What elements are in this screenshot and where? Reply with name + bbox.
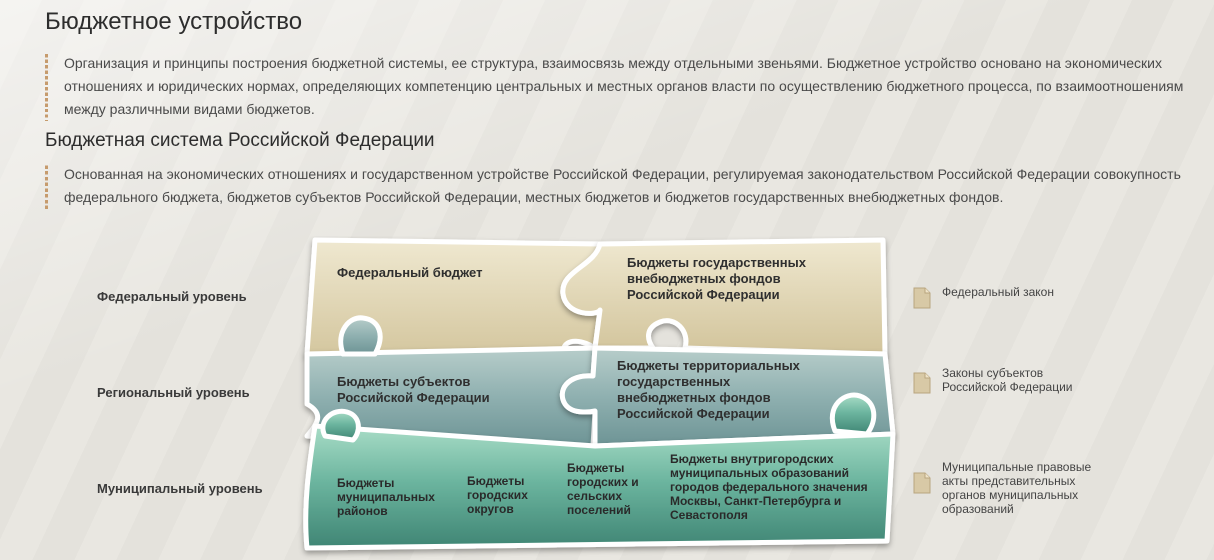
document-icon — [912, 472, 932, 494]
law-regional: Законы субъектов Российской Федерации — [912, 366, 1073, 394]
law-municipal: Муниципальные правовые акты представительных органов муниципальных образований — [912, 460, 1091, 516]
section-text: Основанная на экономических отношениях и государственном устройстве Российской Федерации, регулируемая законодательством Российской Федерации совокупность федерального бюджета, бюджетов субъектов Российской Федерации, местных бюджетов и бюджетов государственных внебюджетных фондов. — [64, 166, 1181, 205]
section-title: Бюджетная система Российской Федерации — [45, 130, 435, 151]
level-regional: Региональный уровень — [97, 385, 250, 400]
intro-text: Организация и принципы построения бюджетной системы, ее структура, взаимосвязь между отдельными звеньями. Бюджетное устройство основано на экономических отношениях и юридических нормах, определяющих компетенцию центральных и местных органов власти по осуществлению бюджетного процесса, по взаимоотношениям между различными видами бюджетов. — [64, 55, 1184, 117]
level-federal: Федеральный уровень — [97, 289, 247, 304]
document-icon — [912, 372, 932, 394]
label-municipal-districts: Бюджеты муниципальных районов — [337, 476, 435, 518]
label-settlements: Бюджеты городских и сельских поселений — [567, 461, 639, 517]
label-regional-budget: Бюджеты субъектов Российской Федерации — [337, 374, 490, 405]
document-icon — [912, 287, 932, 309]
label-city-districts: Бюджеты городских округов — [467, 474, 528, 516]
law-federal: Федеральный закон — [912, 285, 1054, 309]
label-intracity: Бюджеты внутригородских муниципальных образований городов федерального значения Москвы, Санкт-Петербурга и Севастополя — [670, 452, 868, 522]
label-federal-budget: Федеральный бюджет — [337, 265, 483, 280]
level-municipal: Муниципальный уровень — [97, 481, 263, 496]
page-title: Бюджетное устройство — [45, 8, 303, 35]
label-regional-funds: Бюджеты территориальных государственных внебюджетных фондов Российской Федерации — [617, 358, 800, 421]
label-federal-funds: Бюджеты государственных внебюджетных фондов Российской Федерации — [627, 255, 806, 302]
